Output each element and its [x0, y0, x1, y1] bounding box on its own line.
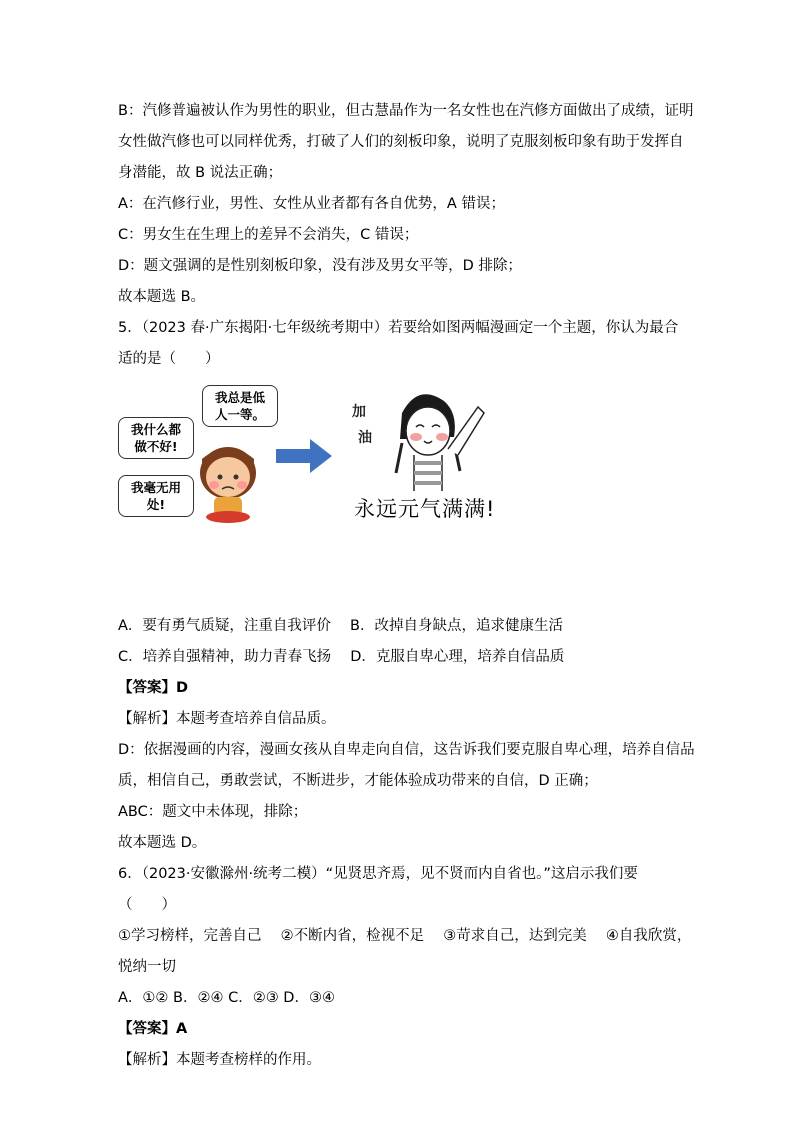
- side-text: 油: [358, 430, 372, 446]
- answer-label: 【答案】D: [118, 680, 189, 696]
- text-line: 故本题选 B。: [118, 289, 206, 305]
- analysis-line: 【解析】本题考查榜样的作用。: [118, 1052, 321, 1068]
- text-line: 女性做汽修也可以同样优秀，打破了人们的刻板印象，说明了克服刻板印象有助于发挥自: [118, 134, 684, 150]
- option-line: C．培养自强精神，助力青春飞扬 D．克服自卑心理，培养自信品质: [118, 649, 565, 665]
- speech-bubble: 我总是低 人一等。: [202, 385, 278, 427]
- analysis-line: 质，相信自己，勇敢尝试，不断进步，才能体验成功带来的自信，D 正确；: [118, 773, 598, 789]
- question-6-stem: （ ）: [118, 897, 176, 913]
- question-5-stem-cont: 适的是（ ）: [118, 351, 220, 367]
- right-arrow-icon: [276, 439, 332, 473]
- speech-bubble: 我什么都 做不好!: [118, 417, 194, 459]
- text-line: B：汽修普遍被认作为男性的职业，但古慧晶作为一名女性也在汽修方面做出了成绩，证明: [118, 103, 694, 119]
- side-text: 加: [352, 404, 366, 420]
- analysis-line: 【解析】本题考查培养自信品质。: [118, 711, 336, 727]
- question-6-options: 悦纳一切: [118, 959, 176, 975]
- text-line: C：男女生在生理上的差异不会消失，C 错误；: [118, 227, 419, 243]
- comic-figure: [118, 379, 688, 611]
- analysis-line: D：依据漫画的内容，漫画女孩从自卑走向自信，这告诉我们要克服自卑心理，培养自信品: [118, 742, 695, 758]
- document-page: [118, 96, 695, 1076]
- text-line: 身潜能，故 B 说法正确；: [118, 165, 283, 181]
- analysis-line: ABC：题文中未体现，排除；: [118, 804, 308, 820]
- analysis-line: 故本题选 D。: [118, 835, 207, 851]
- question-6-options: ①学习榜样，完善自己 ②不断内省，检视不足 ③苛求自己，达到完美 ④自我欣赏，: [118, 928, 692, 944]
- happy-girl-illustration: [358, 383, 498, 493]
- sad-girl-illustration: [188, 423, 268, 523]
- question-6-choices: A．①② B．②④ C．②③ D．③④: [118, 990, 335, 1006]
- text-line: D：题文强调的是性别刻板印象，没有涉及男女平等，D 排除；: [118, 258, 522, 274]
- question-6-stem: 6．（2023·安徽滁州·统考二模）“见贤思齐焉，见不贤而内自省也。”这启示我们要: [118, 866, 638, 882]
- text-line: A：在汽修行业，男性、女性从业者都有各自优势，A 错误；: [118, 196, 505, 212]
- speech-bubble: 我毫无用 处!: [118, 475, 194, 517]
- answer-label: 【答案】A: [118, 1021, 188, 1037]
- option-line: A．要有勇气质疑，注重自我评价 B．改掉自身缺点，追求健康生活: [118, 618, 563, 634]
- question-5-stem: 5．（2023 春·广东揭阳·七年级统考期中）若要给如图两幅漫画定一个主题，你认为最合: [118, 320, 679, 336]
- comic-caption: 永远元气满满!: [354, 497, 496, 521]
